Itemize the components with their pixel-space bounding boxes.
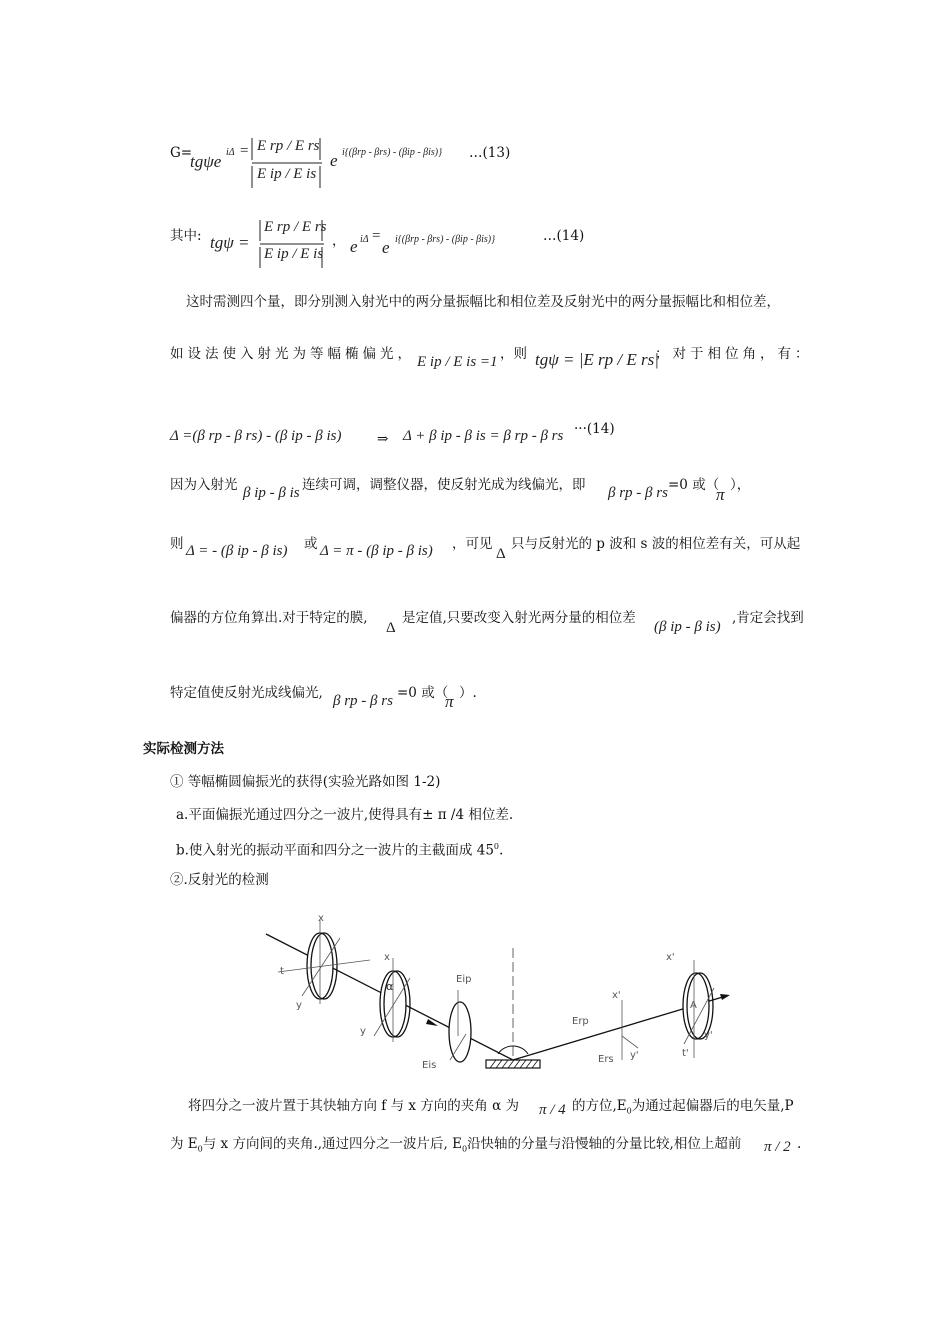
paragraph-equal-amplitude-a: 如设法使入射光为等幅椭偏光， — [170, 346, 415, 362]
eq14-tgpsi: tgψ = — [210, 233, 250, 252]
fig-label-alpha: α — [386, 980, 394, 993]
fig-label-y: y — [296, 1000, 302, 1011]
eq14-e-lhs: e — [350, 237, 358, 256]
eq-reflected-phase: β rp - β rs — [608, 485, 668, 501]
eq13-tgpsi: tgψe — [190, 152, 222, 171]
paragraph-linear-a: 特定值使反射光成线偏光, — [170, 685, 323, 701]
paragraph-incident-a: 因为入射光 — [170, 477, 238, 493]
eq13-equals: = — [240, 143, 249, 159]
eq14-exponent: i{(βrp - βrs) - (βip - βis)} — [395, 234, 496, 245]
eq13-lhs: G= — [170, 145, 193, 161]
paragraph-linear-b: =0 或（ — [397, 685, 449, 701]
eq13-e: e — [330, 151, 338, 170]
eq14-label: 其中: — [170, 228, 202, 244]
fig-label-y-plate: y — [360, 1026, 366, 1037]
item-1b: b.使入射光的振动平面和四分之一波片的主截面成 $45^0$. — [176, 842, 504, 859]
eq-phase-arrow: ⇒ — [377, 431, 389, 447]
fig-label-t-analyzer: t' — [682, 1048, 689, 1059]
pi-symbol-2: π — [445, 692, 454, 711]
eq14-comma: ， — [332, 233, 346, 249]
delta-symbol: Δ — [496, 546, 506, 562]
delta-symbol-2: Δ — [386, 620, 396, 636]
paragraph-film-c: ,肯定会找到 — [732, 610, 804, 626]
eq-incident-phase-diff: (β ip - β is) — [654, 619, 721, 635]
pi-symbol: π — [716, 485, 725, 504]
eq-reflected-phase-2: β rp - β rs — [333, 693, 393, 709]
paragraph-four-quantities: 这时需测四个量，即分别测入射光中的两分量振幅比和相位差及反射光中的两分量振幅比和相位差， — [186, 294, 780, 310]
paragraph-delta-b: 或 — [304, 536, 318, 552]
eq-phase-tag: ···(14) — [574, 421, 615, 437]
eq-incident-phase: β ip - β is — [243, 485, 300, 501]
paragraph-incident-d: ）， — [730, 477, 751, 493]
paragraph-incident-c: =0 或（ — [668, 477, 720, 493]
eq-phase-left: Δ =(β rp - β rs) - (β ip - β is) — [170, 428, 342, 444]
fig-label-x-reflected: x' — [612, 990, 621, 1001]
fig-label-y-analyzer: y' — [704, 1030, 713, 1041]
paragraph-incident-b: 连续可调，调整仪器，使反射光成为线偏光，即 — [302, 477, 586, 493]
fig-label-t: t — [280, 966, 284, 977]
optical-path-figure — [260, 908, 740, 1082]
paragraph-equal-amplitude-c: ；对于相位角，有： — [655, 346, 813, 362]
paragraph-quarter-wave-b: 的方位$,E_0$为通过起偏器后的电矢量,P — [572, 1098, 794, 1116]
eq-phase-right: Δ + β ip - β is = β rp - β rs — [403, 428, 564, 444]
fig-label-x: x — [318, 913, 324, 924]
eq-pi-over-2: π / 2 — [764, 1139, 791, 1155]
fig-label-erp: Erp — [572, 1016, 589, 1027]
section-heading: 实际检测方法 — [143, 741, 224, 757]
eq14-e: e — [382, 238, 390, 257]
eq-pi-over-4: π / 4 — [539, 1102, 566, 1118]
eq-delta-pi: Δ = π - (β ip - β is) — [320, 543, 433, 559]
item-1a: a.平面偏振光通过四分之一波片,使得具有± π /4 相位差. — [176, 807, 514, 823]
fig-label-y-reflected: y' — [630, 1050, 639, 1061]
paragraph-equal-amplitude-b: ，则 — [500, 346, 527, 362]
eq13-delta-sup: iΔ — [226, 147, 235, 158]
eq-tgpsi-reflected: tgψ = |E rp / E rs| — [535, 350, 659, 369]
paragraph-delta-c: ，可见 — [452, 536, 493, 552]
eq14-delta-sup: iΔ — [360, 234, 369, 245]
fig-label-x-plate: x — [384, 952, 390, 963]
eq14-equals: = — [372, 228, 381, 244]
fig-label-eip: Eip — [456, 974, 472, 985]
eq14-numerator: E rp / E rs — [264, 219, 327, 235]
eq-incident-ratio: E ip / E is =1 — [417, 354, 498, 370]
fig-label-a: A — [690, 1000, 697, 1011]
item-2: ②.反射光的检测 — [170, 872, 269, 888]
eq13-tag: …(13) — [469, 145, 511, 161]
fig-label-x-analyzer: x' — [666, 952, 675, 963]
eq13-exponent: i{(βrp - βrs) - (βip - βis)} — [342, 147, 443, 158]
paragraph-film-b: 是定值,只要改变入射光两分量的相位差 — [402, 610, 636, 626]
eq13-numerator: E rp / E rs — [257, 138, 320, 154]
paragraph-delta-d: 只与反射光的 p 波和 s 波的相位差有关，可从起 — [511, 536, 801, 552]
paragraph-delta-a: 则 — [170, 536, 184, 552]
eq13-denominator: E ip / E is — [257, 166, 317, 182]
paragraph-film-a: 偏器的方位角算出.对于特定的膜, — [170, 610, 368, 626]
item-1: ① 等幅椭圆偏振光的获得(实验光路如图 1-2) — [170, 774, 441, 790]
fig-label-ers: Ers — [598, 1054, 614, 1065]
paragraph-linear-c: ）. — [459, 685, 477, 701]
paragraph-quarter-wave-a: 将四分之一波片置于其快轴方向 f 与 x 方向的夹角 α 为 — [188, 1098, 519, 1114]
paragraph-phase-lead: 为 $E_0$与 x 方向间的夹角.,通过四分之一波片后, $E_0$沿快轴的分量与沿慢轴的分量比较,相位上超前 — [170, 1136, 742, 1154]
paragraph-phase-lead-end: . — [797, 1136, 802, 1152]
fig-label-eis: Eis — [422, 1060, 437, 1071]
eq14-tag: …(14) — [543, 228, 585, 244]
eq-delta-minus: Δ = - (β ip - β is) — [186, 543, 288, 559]
eq14-denominator: E ip / E is — [264, 246, 324, 262]
